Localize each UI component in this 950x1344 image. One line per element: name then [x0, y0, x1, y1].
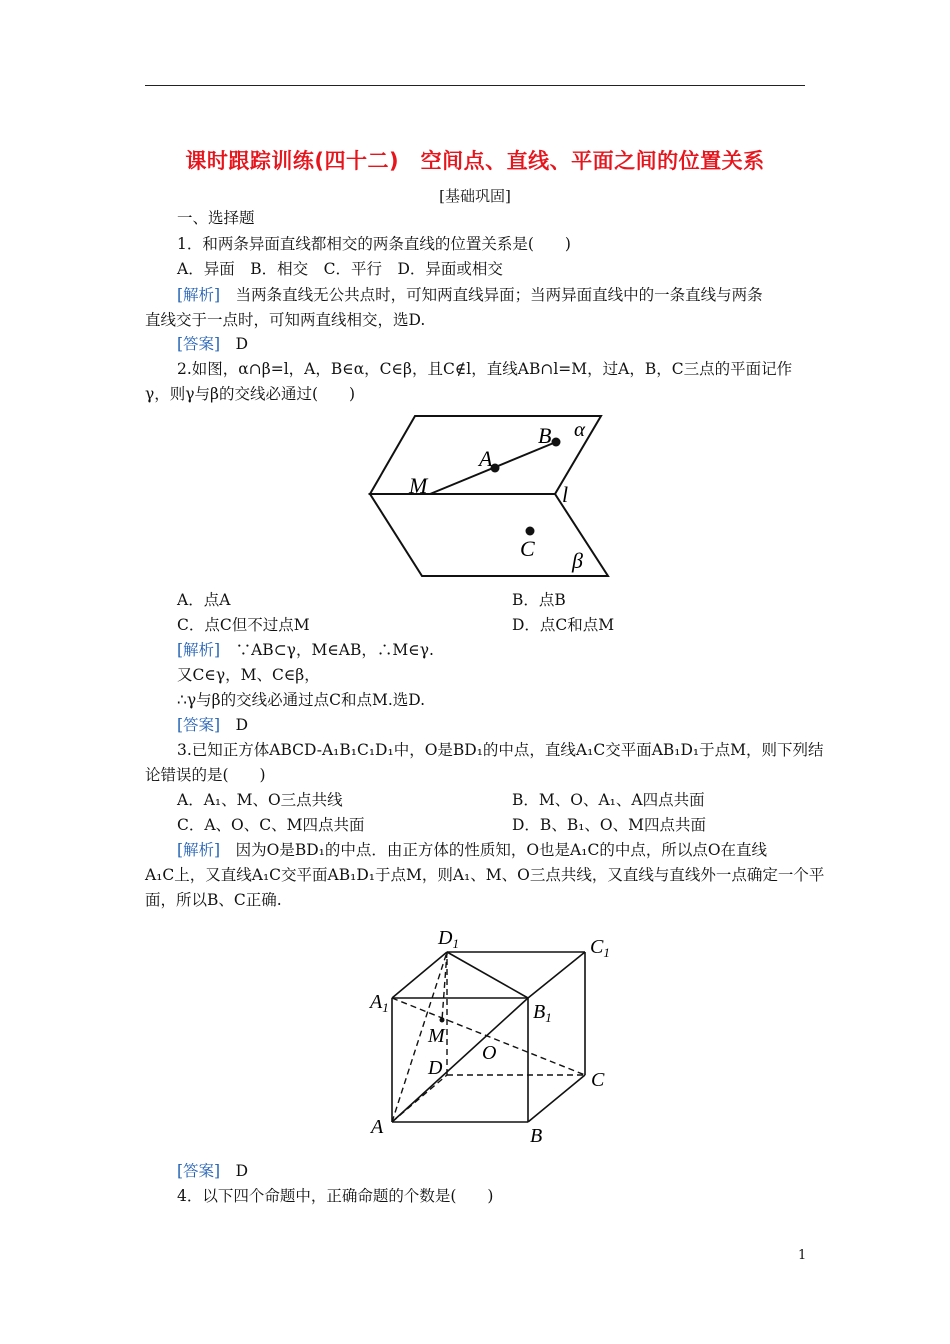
edge-a1-d1 [392, 952, 447, 998]
q2-option-c: C．点C但不过点M [177, 616, 310, 634]
label-c: C [591, 1069, 605, 1091]
header-rule [145, 85, 805, 86]
label-a1: $A_1$ [370, 991, 389, 1015]
label-b: B [538, 423, 552, 448]
q1-analysis-line1 [177, 285, 763, 305]
label-l: l [562, 482, 569, 507]
q3-option-c: C．A、O、C、M四点共面 [177, 816, 365, 834]
q3-answer [177, 1161, 248, 1181]
q2-analysis-line1 [177, 640, 434, 660]
analysis-text: ∵AB⊂γ，M∈AB，∴M∈γ. [220, 641, 434, 659]
q2-stem-line2: γ，则γ与β的交线必通过( ) [145, 385, 356, 403]
planes-figure [360, 410, 620, 585]
label-o: O [482, 1042, 497, 1064]
label-b1: $B_1$ [533, 1001, 552, 1025]
label-beta: β [572, 548, 583, 573]
answer-text: D [220, 716, 249, 734]
q3-option-d: D．B、B₁、O、M四点共面 [512, 816, 707, 834]
label-d: D [428, 1057, 443, 1079]
label-m: M [428, 1025, 445, 1047]
page-number: 1 [798, 1248, 807, 1263]
label-c: C [520, 536, 535, 561]
q4-stem: 4．以下四个命题中，正确命题的个数是( ) [177, 1187, 494, 1205]
label-alpha: α [574, 417, 586, 441]
section-heading: 一、选择题 [177, 209, 255, 227]
label-c1: $C_1$ [590, 936, 610, 960]
q2-option-b: B．点B [512, 591, 566, 609]
answer-text: D [220, 1162, 249, 1180]
line-d1-b1 [447, 952, 528, 998]
q3-option-b: B．M、O、A₁、A四点共面 [512, 791, 705, 809]
analysis-tag: [解析] [177, 841, 221, 859]
q3-option-a: A．A₁、M、O三点共线 [177, 791, 343, 809]
label-d1: $D_1$ [438, 927, 459, 951]
q1-options: A．异面 B．相交 C．平行 D．异面或相交 [177, 260, 503, 278]
answer-tag: [答案] [177, 335, 221, 353]
subtitle: [基础巩固] [439, 187, 511, 205]
q2-analysis-line3: ∴γ与β的交线必通过点C和点M.选D. [177, 691, 426, 709]
answer-tag: [答案] [177, 1162, 221, 1180]
cube-figure [360, 922, 630, 1152]
analysis-text: 因为O是BD₁的中点．由正方体的性质知，O也是A₁C的中点，所以点O在直线 [220, 841, 768, 859]
q3-analysis-line1 [177, 840, 767, 860]
q1-stem: 1．和两条异面直线都相交的两条直线的位置关系是( ) [177, 235, 571, 253]
label-m: M [409, 473, 428, 498]
label-b: B [530, 1125, 543, 1147]
point-b [552, 438, 561, 447]
line-d1-m [442, 952, 447, 1020]
q2-option-d: D．点C和点M [512, 616, 615, 634]
q1-analysis-line2: 直线交于一点时，可知两直线相交，选D. [145, 311, 426, 329]
answer-text: D [220, 335, 249, 353]
q2-option-a: A．点A [177, 591, 231, 609]
q3-stem-line2: 论错误的是( ) [145, 766, 266, 784]
page-title: 课时跟踪训练(四十二) 空间点、直线、平面之间的位置关系 [185, 149, 765, 173]
q3-stem-line1: 3.已知正方体ABCD-A₁B₁C₁D₁中，O是BD₁的中点，直线A₁C交平面AB₁D₁于点M，则下列结 [177, 741, 824, 759]
q2-analysis-line2: 又C∈γ，M、C∈β， [177, 666, 320, 684]
point-c [526, 527, 535, 536]
analysis-text: 当两条直线无公共点时，可知两直线异面；当两异面直线中的一条直线与两条 [220, 286, 763, 304]
label-a: A [371, 1116, 384, 1138]
label-a: A [479, 446, 493, 471]
analysis-tag: [解析] [177, 641, 221, 659]
q2-stem-line1: 2.如图，α∩β=l，A，B∈α，C∈β，且C∉l，直线AB∩l=M，过A，B，C三点的平面记作 [177, 360, 793, 378]
q3-analysis-line3: 面，所以B、C正确. [145, 891, 282, 909]
q1-answer [177, 334, 248, 354]
q2-answer [177, 715, 248, 735]
edge-b-c [528, 1075, 585, 1122]
analysis-tag: [解析] [177, 286, 221, 304]
answer-tag: [答案] [177, 716, 221, 734]
edge-b1-c1 [528, 952, 585, 998]
point-m [440, 1018, 445, 1023]
q3-analysis-line2: A₁C上，又直线A₁C交平面AB₁D₁于点M，则A₁、M、O三点共线，又直线与直线外一点确定一个平 [145, 866, 825, 884]
